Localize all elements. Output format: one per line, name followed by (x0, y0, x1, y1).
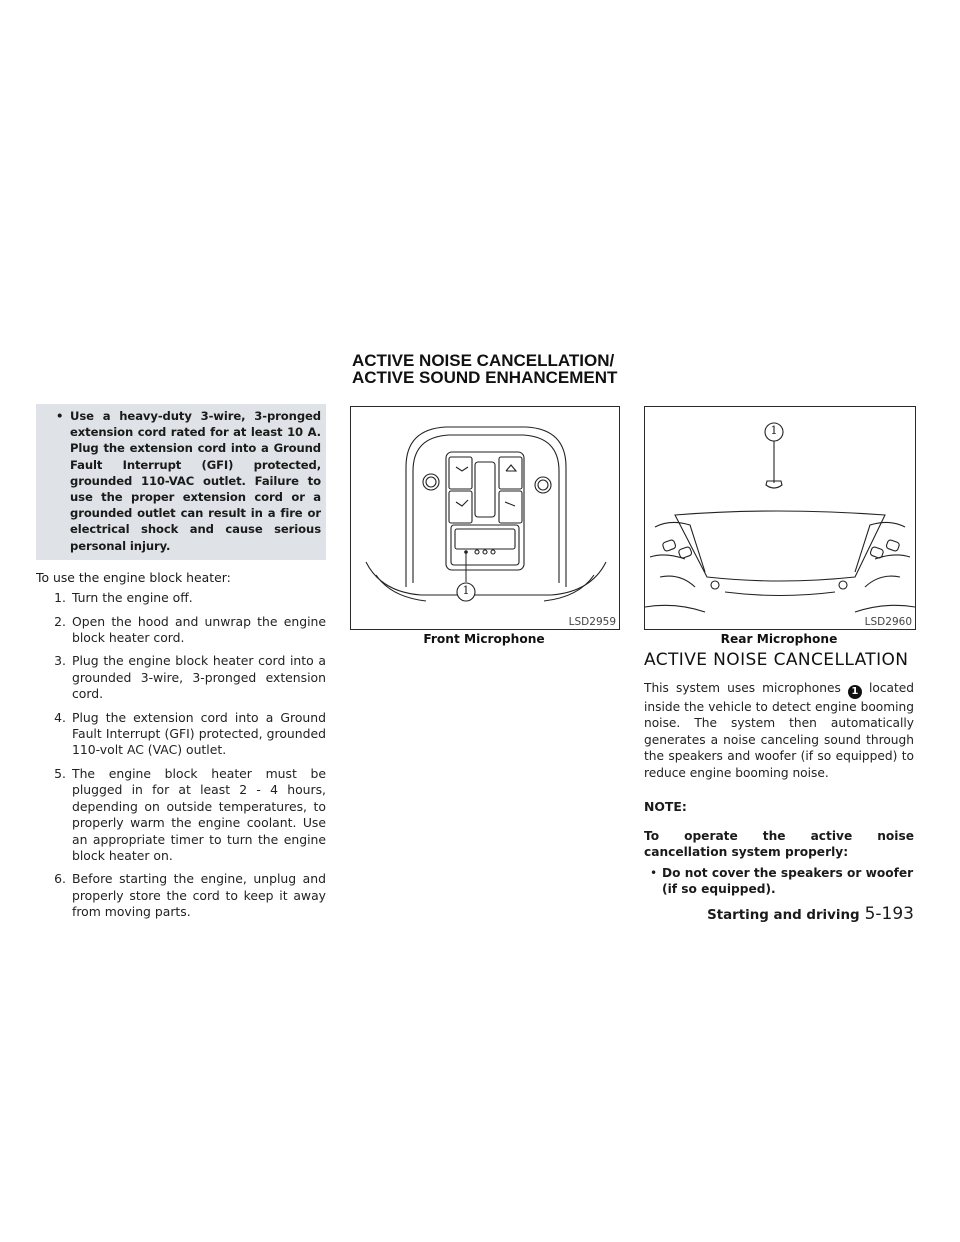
note-bullet: • (650, 865, 658, 880)
list-item (36, 614, 326, 647)
steps-list (36, 590, 326, 920)
rear-microphone-figure (644, 406, 916, 630)
page-footer (707, 904, 914, 924)
chapter-title: Starting and driving (707, 908, 860, 923)
step-number: 5. (54, 765, 66, 781)
step-text: Open the hood and unwrap the engine block heater cord. (72, 613, 326, 646)
warning-bullet: • (56, 409, 64, 423)
front-callout-label: 1 (462, 584, 470, 597)
section-title-line2: ACTIVE SOUND ENHANCEMENT (352, 368, 618, 387)
warning-box (36, 404, 326, 560)
note-item-text: Do not cover the speakers or woofer (if so equipped). (662, 865, 914, 897)
step-text: Plug the engine block heater cord into a grounded 3-wire, 3-pronged extension cord. (72, 653, 326, 702)
list-item (36, 710, 326, 759)
section-title-line1: ACTIVE NOISE CANCELLATION/ (352, 351, 615, 370)
step-text: Before starting the engine, unplug and properly store the cord to keep it away from moving parts. (72, 871, 326, 920)
rear-microphone-caption: Rear Microphone (720, 632, 838, 646)
note-text: To operate the active noise cancellation system properly: (644, 829, 914, 860)
anc-heading: ACTIVE NOISE CANCELLATION (644, 650, 909, 670)
step-number: 6. (54, 871, 66, 887)
step-number: 3. (54, 653, 66, 669)
step-text: Plug the extension cord into a Ground Fault Interrupt (GFI) protected, grounded 110-volt AC (VAC) outlet. (72, 709, 326, 758)
list-item (36, 871, 326, 920)
warning-text: Use a heavy-duty 3-wire, 3-pronged extension cord rated for at least 10 A. Plug the extension cord into a Ground Fault Interrupt (GFI) protected, grounded 110-VAC outlet. Failure to use the proper extension cord or a grounded outlet can result in a fire or electrical shock and cause serious personal injury. (70, 409, 321, 553)
page-number: 5-193 (864, 904, 914, 924)
anc-paragraph-start: This system uses microphones (644, 681, 848, 695)
callout-number-icon: 1 (848, 685, 862, 699)
right-column (644, 650, 914, 898)
list-item (36, 653, 326, 702)
step-text: The engine block heater must be plugged in for at least 2 - 4 hours, depending on outside temperatures, to properly warm the engine coolant. Use an appropriate timer to turn the engine block heater on. (72, 765, 326, 863)
anc-paragraph (644, 680, 914, 781)
rear-callout-label: 1 (770, 424, 778, 437)
front-microphone-caption: Front Microphone (423, 632, 545, 646)
step-number: 1. (54, 590, 66, 606)
step-number: 4. (54, 709, 66, 725)
intro-text: To use the engine block heater: (36, 569, 231, 585)
note-label: NOTE: (644, 799, 687, 815)
list-item (36, 590, 326, 606)
figure-code: LSD2959 (568, 616, 616, 628)
step-number: 2. (54, 613, 66, 629)
list-item (644, 865, 914, 898)
front-microphone-figure (350, 406, 620, 630)
step-text: Turn the engine off. (72, 590, 193, 606)
rear-window-illustration (645, 407, 915, 629)
section-title (352, 352, 617, 386)
list-item (36, 766, 326, 864)
front-console-illustration (351, 407, 619, 629)
figure-code: LSD2960 (864, 616, 912, 628)
anc-paragraph-end: located inside the vehicle to detect engine booming noise. The system then automatically generates a noise canceling sound through the speakers and woofer (if so equipped) to reduce engine booming noise. (644, 681, 915, 780)
left-column (36, 404, 326, 928)
